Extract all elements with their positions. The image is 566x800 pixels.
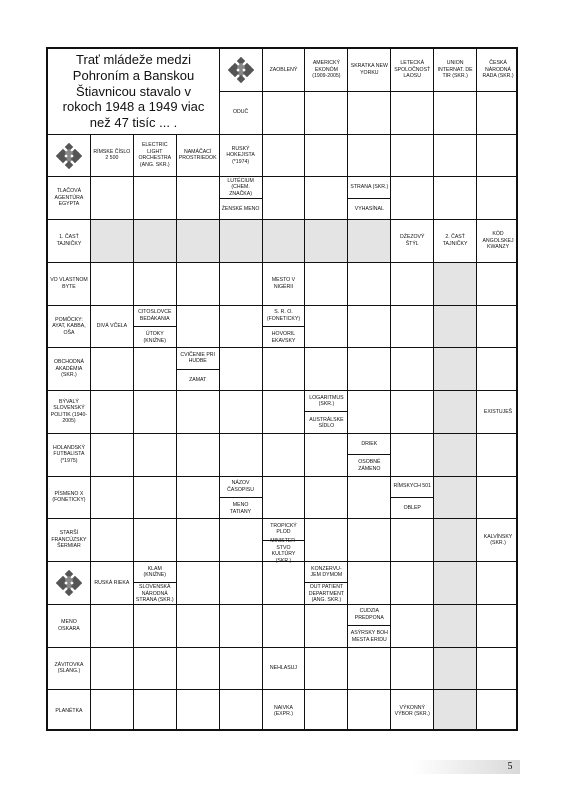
clue-zamat: ZAMAT (189, 377, 207, 384)
clue-citoslovce: CITOSLOVCE BEDÁKANIA (134, 306, 176, 327)
clue-cudzia-predpona: CUDZIA PREDPONA (348, 605, 390, 626)
answer-cell[interactable] (91, 690, 134, 731)
clue-vykonny-vybor: VÝKONNÝ VÝBOR (SKR.) (394, 704, 430, 718)
answer-cell[interactable] (434, 135, 477, 178)
clue-hovoril-ekavsky: HOVORIL EKAVSKY (271, 331, 296, 344)
clue-rimskych-501: RÍMSKYCH 501 (391, 477, 433, 498)
answer-cell[interactable] (177, 562, 220, 605)
answer-cell[interactable] (220, 690, 263, 731)
clue-mesto-nigerii: MESTO V NIGÉRII (271, 277, 296, 290)
answer-cell[interactable] (177, 434, 220, 477)
answer-cell[interactable] (477, 434, 518, 477)
answer-cell[interactable] (177, 477, 220, 520)
answer-cell[interactable] (305, 648, 348, 691)
answer-cell[interactable] (91, 605, 134, 648)
clue-kod-anglickej: KÓD ANGOLSKEJ KWANZY (482, 231, 514, 251)
answer-cell[interactable] (134, 348, 177, 391)
answer-cell[interactable] (477, 306, 518, 349)
answer-cell[interactable] (434, 263, 477, 306)
answer-cell[interactable] (391, 562, 434, 605)
answer-cell[interactable] (263, 92, 306, 135)
answer-cell[interactable] (305, 477, 348, 520)
answer-cell[interactable] (434, 434, 477, 477)
answer-cell[interactable] (434, 562, 477, 605)
answer-cell[interactable] (391, 648, 434, 691)
answer-cell[interactable] (434, 605, 477, 648)
page-number: 5 (507, 761, 513, 772)
answer-cell[interactable] (348, 648, 391, 691)
answer-cell[interactable] (91, 177, 134, 220)
answer-cell[interactable] (263, 135, 306, 178)
answer-cell[interactable] (263, 348, 306, 391)
answer-cell[interactable] (434, 177, 477, 220)
clue-vo-vlastnom-byte: VO VLASTNOM BYTE (50, 277, 88, 290)
clue-cvicenie-pri-hudbe: CVIČENIE PRI HUDBE (177, 348, 219, 369)
clue-tropicky-plod: TROPICKÝ PLOD (263, 519, 305, 540)
answer-cell[interactable] (477, 135, 518, 178)
answer-cell[interactable] (305, 177, 348, 220)
clue-obchodna-akademia: OBCHODNÁ AKADÉMIA (SKR.) (53, 359, 84, 379)
clue-skratka-new-york: SKRATKA NEW YORKU (350, 63, 388, 76)
clue-zenske-meno: ŽENSKÉ MENO (221, 206, 260, 213)
answer-cell[interactable] (220, 348, 263, 391)
answer-cell[interactable] (91, 519, 134, 562)
clue-logaritmus: LOGARITMUS (SKR.) (305, 391, 347, 412)
answer-cell[interactable] (220, 648, 263, 691)
clue-nazov-casopisu: NÁZOV ČASOPISU (220, 477, 262, 498)
clue-union-internat: UNION INTERNAT. DE TIR (SKR.) (437, 60, 473, 80)
answer-cell[interactable] (134, 648, 177, 691)
answer-cell[interactable] (263, 391, 306, 434)
answer-cell[interactable] (434, 519, 477, 562)
clue-asyrsky-boh: ASÝRSKY BOH MESTA ERIDU (350, 630, 388, 643)
answer-cell[interactable] (91, 648, 134, 691)
answer-cell[interactable] (134, 177, 177, 220)
answer-cell[interactable] (305, 348, 348, 391)
answer-cell[interactable] (434, 348, 477, 391)
answer-cell[interactable] (391, 263, 434, 306)
clue-namacaci: NAMÁČACÍ PROSTRIEDOK (178, 148, 217, 162)
clue-zaobleny: ZAOBLENÝ (269, 66, 298, 73)
answer-cell[interactable] (177, 391, 220, 434)
answer-cell[interactable] (477, 348, 518, 391)
answer-cell[interactable] (263, 605, 306, 648)
clue-electric-light: ELECTRIC LIGHT ORCHESTRA (ANG. SKR.) (138, 142, 172, 168)
answer-cell[interactable] (177, 648, 220, 691)
clue-byvaly-politik: BÝVALÝ SLOVENSKÝ POLITIK (1940-2005) (50, 398, 88, 425)
answer-cell[interactable] (134, 263, 177, 306)
answer-cell[interactable] (434, 92, 477, 135)
answer-cell[interactable] (391, 306, 434, 349)
clue-odu: ODUČ (232, 109, 249, 116)
answer-cell[interactable] (434, 306, 477, 349)
clue-rusky-hokejista: RUSKÝ HOKEJISTA (*1974) (226, 145, 255, 165)
answer-cell[interactable] (134, 519, 177, 562)
answer-cell[interactable] (220, 391, 263, 434)
answer-cell[interactable] (305, 135, 348, 178)
diamond-cluster-icon (220, 49, 263, 92)
clue-zavitovka: ZÁVITOVKA (SLANG.) (54, 661, 84, 675)
answer-cell[interactable] (220, 605, 263, 648)
answer-cell[interactable] (263, 434, 306, 477)
answer-cell[interactable] (391, 391, 434, 434)
clue-klam: KLAM (KNIŽNE) (134, 562, 176, 583)
clue-ministerstvo-kultury: MINISTER- STVO KULTÚRY (SKR.) (270, 538, 297, 564)
clue-pomocky: POMÔCKY: AYAT, KABBA, OŠA (52, 316, 86, 336)
answer-cell[interactable] (348, 562, 391, 605)
clue-pismeno-x: PÍSMENO X (FONETICKY) (52, 490, 86, 504)
answer-cell[interactable] (477, 648, 518, 691)
clue-lutecium: LUTÉCIUM (CHEM. ZNAČKA) (220, 177, 262, 198)
clue-rimske-cislo: RÍMSKE ČÍSLO 2 500 (93, 148, 131, 162)
clue-slovenska-narodna: SLOVENSKÁ NÁRODNÁ STRANA (SKR.) (135, 584, 174, 604)
clue-strana-skr: STRANA (SKR.) (348, 177, 390, 198)
clue-planetka: PLANÉTKA (55, 707, 83, 714)
answer-cell[interactable] (177, 306, 220, 349)
clue-nehlasuj: NEHLASUJ (269, 665, 298, 672)
answer-cell[interactable] (477, 263, 518, 306)
answer-cell[interactable] (391, 177, 434, 220)
diamond-cluster-icon (48, 562, 91, 605)
answer-cell[interactable] (348, 348, 391, 391)
clue-ceska-narodna-rada: ČESKÁ NÁRODNÁ RADA (SKR.) (482, 60, 514, 80)
answer-cell[interactable] (134, 391, 177, 434)
answer-cell[interactable] (177, 220, 220, 263)
answer-cell[interactable] (391, 348, 434, 391)
answer-cell[interactable] (91, 477, 134, 520)
answer-cell[interactable] (348, 519, 391, 562)
answer-cell[interactable] (134, 220, 177, 263)
answer-cell[interactable] (220, 562, 263, 605)
clue-out-patient: OUT PATIENT DEPARTMENT (ANG. SKR.) (308, 584, 345, 604)
answer-cell[interactable] (305, 306, 348, 349)
answer-cell[interactable] (305, 92, 348, 135)
answer-cell[interactable] (177, 690, 220, 731)
clue-sro: S. R. O. (FONETICKY) (263, 306, 305, 327)
answer-cell[interactable] (220, 306, 263, 349)
clue-holandsky-futbalista: HOLANDSKÝ FUTBALISTA (*1975) (52, 444, 85, 464)
clue-konzervujem: KONZERVU- JEM DYMOM (305, 562, 347, 583)
answer-cell[interactable] (348, 477, 391, 520)
answer-cell[interactable] (263, 477, 306, 520)
answer-cell[interactable] (391, 434, 434, 477)
answer-cell[interactable] (177, 605, 220, 648)
answer-cell[interactable] (391, 92, 434, 135)
crossword-grid (46, 47, 518, 731)
clue-oblep: OBLEP (403, 505, 421, 512)
clue-kalvinsky: KALVÍNSKY (SKR.) (483, 533, 513, 547)
clue-dzezovy-styl: DŽEZOVÝ ŠTÝL (399, 234, 425, 247)
answer-cell[interactable] (305, 434, 348, 477)
clue-meno-oskara: MENO OSKARA (58, 619, 80, 632)
answer-cell[interactable] (263, 562, 306, 605)
clue-tlacova-agentura: TLAČOVÁ AGENTÚRA EGYPTA (54, 188, 84, 208)
answer-cell[interactable] (91, 220, 134, 263)
answer-cell[interactable] (434, 391, 477, 434)
answer-cell[interactable] (263, 177, 306, 220)
answer-cell[interactable] (305, 690, 348, 731)
clue-starsi-sermiar: STARŠÍ FRANCÚZSKY ŠERMIAR (51, 530, 87, 550)
answer-cell[interactable] (348, 263, 391, 306)
puzzle-title: Trať mládeže medzi Pohroním a Banskou Štiavnicou stavalo v rokoch 1948 a 1949 viac než 47 tisíc ... . (48, 49, 220, 135)
answer-cell[interactable] (263, 220, 306, 263)
answer-cell[interactable] (348, 92, 391, 135)
answer-cell[interactable] (391, 519, 434, 562)
answer-cell[interactable] (305, 605, 348, 648)
clue-driek: DRIEK (348, 434, 390, 455)
answer-cell[interactable] (134, 477, 177, 520)
clue-tajnicka1: 1. ČASŤ TAJNIČKY (56, 234, 82, 247)
answer-cell[interactable] (134, 434, 177, 477)
answer-cell[interactable] (91, 348, 134, 391)
answer-cell[interactable] (91, 391, 134, 434)
answer-cell[interactable] (177, 263, 220, 306)
clue-vyhasinal: VYHASÍNAL (354, 206, 384, 213)
answer-cell[interactable] (305, 519, 348, 562)
answer-cell[interactable] (477, 177, 518, 220)
clue-naivka: NAIVKA (EXPR.) (273, 704, 293, 718)
answer-cell[interactable] (477, 92, 518, 135)
answer-cell[interactable] (348, 690, 391, 731)
answer-cell[interactable] (134, 605, 177, 648)
answer-cell[interactable] (434, 690, 477, 731)
diamond-cluster-icon (48, 135, 91, 178)
answer-cell[interactable] (305, 263, 348, 306)
answer-cell[interactable] (220, 519, 263, 562)
clue-ruska-rieka: RUSKÁ RIEKA (94, 579, 130, 586)
answer-cell[interactable] (91, 263, 134, 306)
answer-cell[interactable] (91, 434, 134, 477)
answer-cell[interactable] (434, 477, 477, 520)
answer-cell[interactable] (477, 690, 518, 731)
answer-cell[interactable] (134, 690, 177, 731)
clue-existujes: EXISTUJEŠ (483, 408, 513, 415)
clue-tajnicka2: 2. ČASŤ TAJNIČKY (442, 234, 468, 247)
clue-osobne-zameno: OSOBNÉ ZÁMENO (358, 459, 381, 472)
answer-cell[interactable] (177, 519, 220, 562)
answer-cell[interactable] (220, 434, 263, 477)
clue-meno-tatiany: MENO TATIANY (230, 502, 252, 515)
answer-cell[interactable] (220, 220, 263, 263)
clue-diva-vcela: DIVÁ VČELA (96, 323, 128, 330)
answer-cell[interactable] (477, 605, 518, 648)
answer-cell[interactable] (391, 135, 434, 178)
clue-utoky: ÚTOKY (KNIŽNE) (143, 331, 166, 344)
clue-americky-ekonom: AMERICKÝ EKONÓM (1909-2005) (312, 60, 341, 80)
answer-cell[interactable] (305, 220, 348, 263)
clue-australske-sidlo: AUSTRÁLSKE SÍDLO (309, 416, 344, 430)
answer-cell[interactable] (434, 648, 477, 691)
answer-cell[interactable] (391, 605, 434, 648)
answer-cell[interactable] (477, 477, 518, 520)
answer-cell[interactable] (348, 306, 391, 349)
answer-cell[interactable] (348, 220, 391, 263)
answer-cell[interactable] (220, 263, 263, 306)
answer-cell[interactable] (477, 562, 518, 605)
answer-cell[interactable] (348, 135, 391, 178)
answer-cell[interactable] (348, 391, 391, 434)
answer-cell[interactable] (177, 177, 220, 220)
clue-letecka-spolocnost: LETECKÁ SPOLOČNOSŤ LAOSU (394, 60, 431, 80)
